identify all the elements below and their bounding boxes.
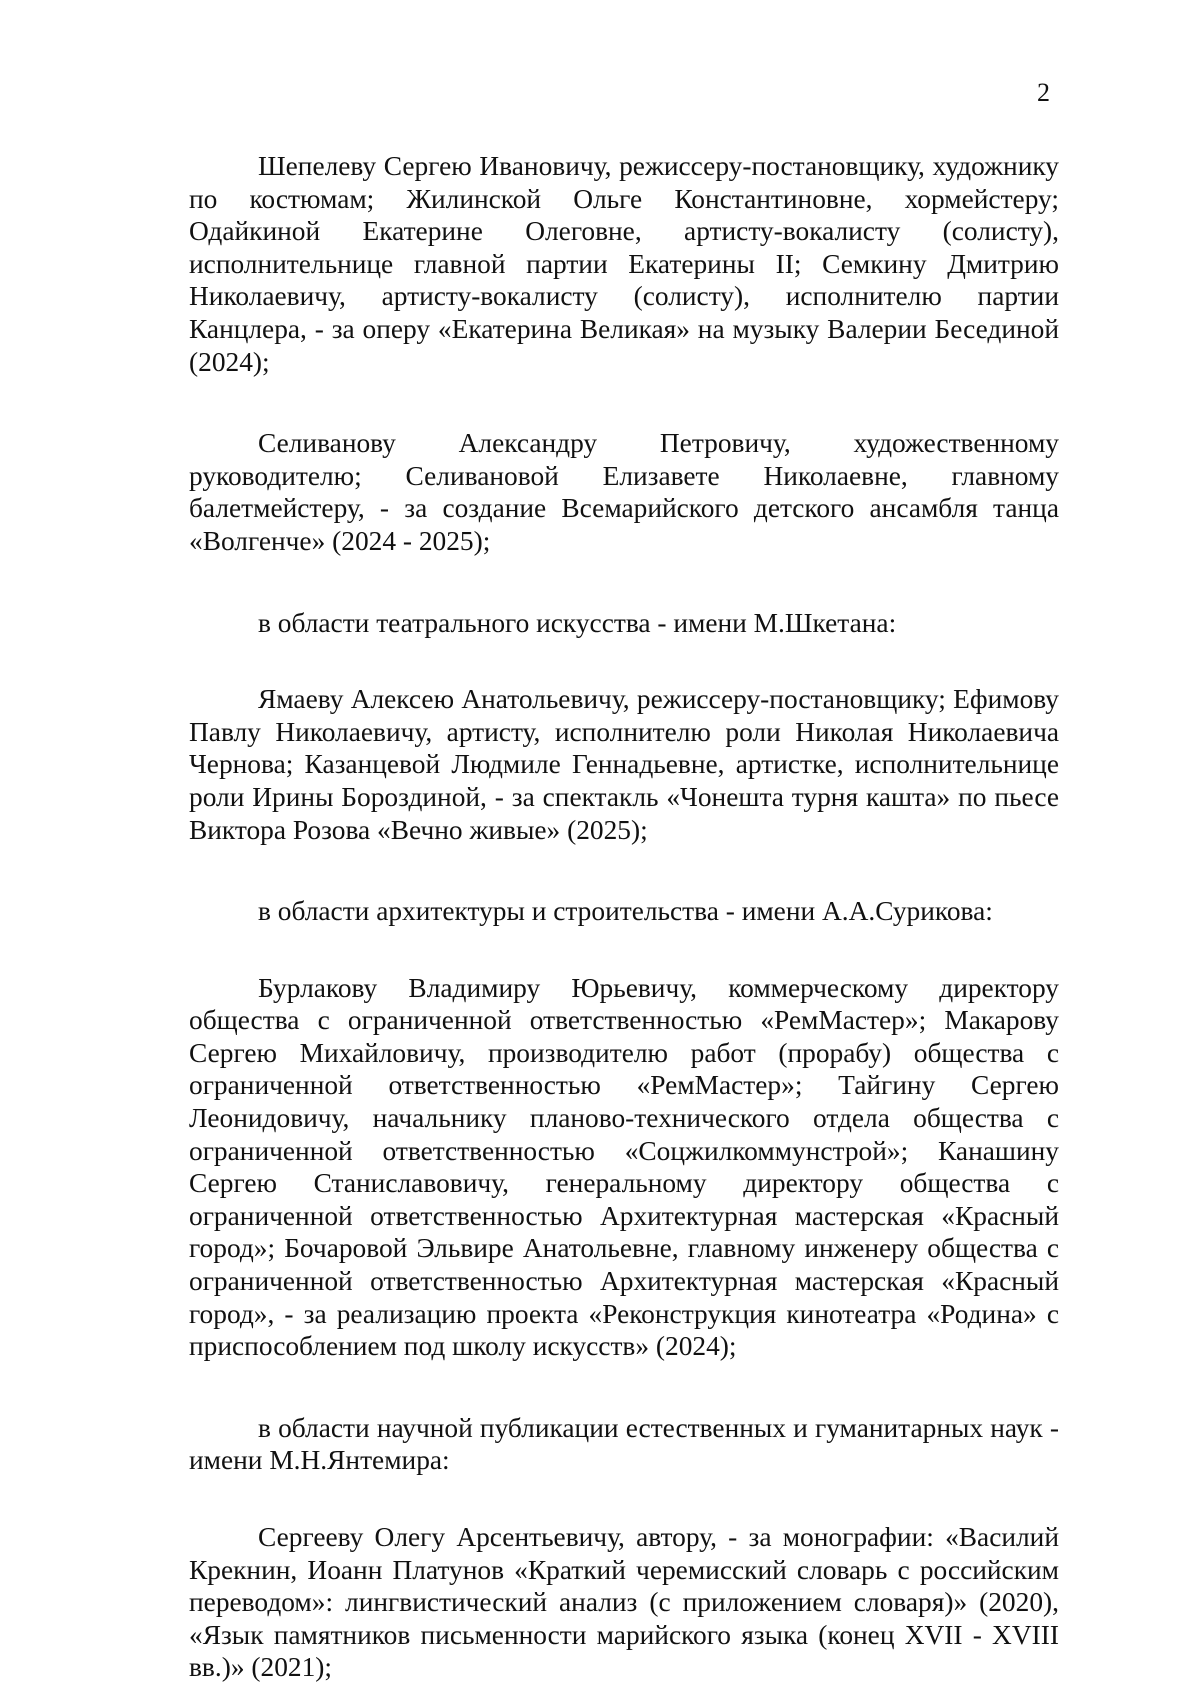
award-paragraph-dance-ensemble: Селиванову Александру Петровичу, художественному руководителю; Селивановой Елизавете Николаевне, главному балетмейстеру, - за создание Всемарийского детского ансамбля танца «Волгенче» (2024 - 2025); bbox=[189, 428, 1059, 556]
document-body bbox=[189, 150, 1059, 1684]
section-heading-architecture: в области архитектуры и строительства - имени А.А.Сурикова: bbox=[258, 896, 993, 927]
award-paragraph-opera: Шепелеву Сергею Ивановичу, режиссеру-постановщику, художнику по костюмам; Жилинской Ольге Константиновне, хормейстеру; Одайкиной Екатерине Олеговне, артисту-вокалисту (солисту), исполнительнице главной партии Екатерины II; Семкину Дмитрию Николаевичу, артисту-вокалисту (солисту), исполнителю партии Канцлера, - за оперу «Екатерина Великая» на музыку Валерии Бесединой (2024); bbox=[189, 151, 1059, 377]
section-heading-theatre: в области театрального искусства - имени М.Шкетана: bbox=[258, 607, 897, 638]
award-paragraph-theatre: Ямаеву Алексею Анатольевичу, режиссеру-постановщику; Ефимову Павлу Николаевичу, артисту, исполнителю роли Николая Николаевича Чернова; Казанцевой Людмиле Геннадьевне, артистке, исполнительнице роли Ирины Бороздиной, - за спектакль «Чонешта турня кашта» по пьесе Виктора Розова «Вечно живые» (2025); bbox=[189, 684, 1059, 845]
page-number: 2 bbox=[1037, 78, 1050, 107]
award-paragraph-science: Сергееву Олегу Арсентьевичу, автору, - за монографии: «Василий Крекнин, Иоанн Платунов «Краткий черемисский словарь с российским переводом»: лингвистический анализ (с приложением словаря)» (2020), «Язык памятников письменности марийского языка (конец XVII - XVIII вв.)» (2021); bbox=[189, 1522, 1059, 1683]
award-paragraph-architecture: Бурлакову Владимиру Юрьевичу, коммерческому директору общества с ограниченной ответственностью «РемМастер»; Макарову Сергею Михайловичу, производителю работ (прорабу) общества с ограниченной ответственностью «РемМастер»; Тайгину Сергею Леонидовичу, начальнику планово-технического отдела общества с ограниченной ответственностью «Соцжилкоммунстрой»; Канашину Сергею Станиславовичу, генеральному директору общества с ограниченной ответственностью Архитектурная мастерская «Красный город»; Бочаровой Эльвире Анатольевне, главному инженеру общества с ограниченной ответственностью Архитектурная мастерская «Красный город», - за реализацию проекта «Реконструкция кинотеатра «Родина» с приспособлением под школу искусств» (2024); bbox=[189, 972, 1059, 1362]
section-heading-science: в области научной публикации естественных и гуманитарных наук - имени М.Н.Янтемира: bbox=[189, 1412, 1059, 1476]
